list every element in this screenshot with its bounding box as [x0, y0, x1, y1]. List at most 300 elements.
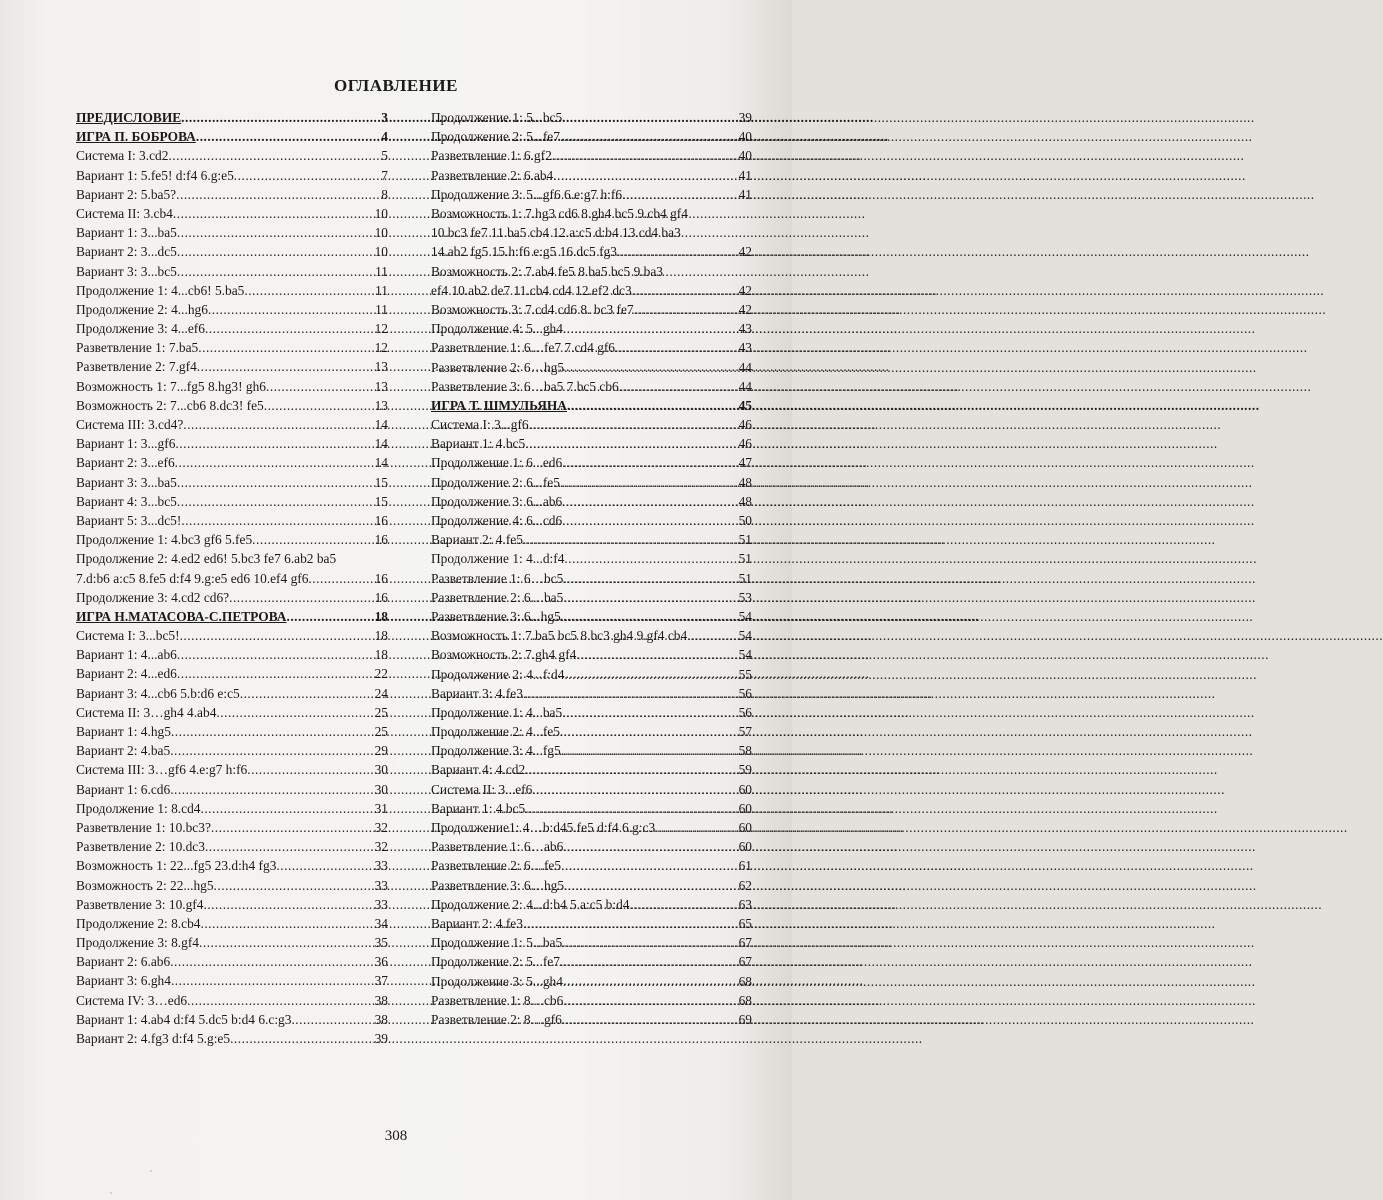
- toc-leader-dots: [622, 185, 739, 204]
- toc-entry: [76, 780, 388, 799]
- toc-leader-dots: [576, 645, 738, 664]
- toc-entry: [431, 856, 752, 875]
- toc-entry-label: Вариант 4: 4.cd2: [431, 762, 526, 778]
- toc-leader-dots: [523, 914, 739, 933]
- toc-page-ref: 15: [374, 493, 388, 509]
- toc-leader-dots: [173, 204, 375, 223]
- toc-entry: [76, 952, 388, 971]
- toc-leader-dots: [560, 473, 739, 492]
- toc-entry: [76, 338, 388, 357]
- toc-entry: [431, 358, 752, 377]
- toc-entry: [431, 818, 752, 837]
- toc-page-ref: 54: [738, 628, 752, 644]
- toc-entry: [431, 146, 752, 165]
- toc-leader-dots: [211, 818, 375, 837]
- toc-left-column: [76, 108, 388, 1048]
- toc-entry-label: Возможность 2: 7...cb6 8.dc3! fe5: [76, 397, 264, 413]
- toc-page-ref: 60: [738, 839, 752, 855]
- toc-leader-dots: [264, 396, 375, 415]
- toc-entry-label: Разветвление 2: 10.dc3: [76, 839, 205, 855]
- toc-leader-dots: [560, 952, 739, 971]
- toc-entry-multiline: [431, 204, 752, 262]
- toc-entry-label: Продолжение 1: 5...ba5: [431, 935, 563, 951]
- toc-entry-label: Продолжение 4: 5...gh4: [431, 321, 563, 337]
- toc-leader-dots: [171, 722, 375, 741]
- toc-entry: [431, 319, 752, 338]
- toc-leader-dots: [229, 588, 375, 607]
- toc-entry: [431, 914, 752, 933]
- toc-entry-label: Вариант 1: 4.ab4 d:f4 5.dc5 b:d4 6.c:g3: [76, 1011, 292, 1027]
- toc-entry-label: Вариант 1: 3...ba5: [76, 225, 177, 241]
- toc-leader-dots: [561, 607, 739, 626]
- toc-leader-dots: [655, 818, 738, 837]
- toc-entry-label: ИГРА Н.МАТАСОВА-С.ПЕТРОВА: [76, 608, 287, 624]
- toc-leader-dots: [562, 108, 738, 127]
- toc-leader-dots: [562, 453, 738, 472]
- toc-leader-dots: [199, 933, 375, 952]
- toc-page-ref: 60: [738, 820, 752, 836]
- toc-entry: [431, 972, 752, 991]
- toc-entry: [431, 588, 752, 607]
- toc-entry: [431, 607, 752, 626]
- toc-entry: [76, 434, 388, 453]
- toc-entry-label: Продолжение1: 4…b:d45.fe5 d:f4 6.g:c3: [431, 820, 656, 836]
- toc-leader-dots: [170, 952, 374, 971]
- toc-entry-label: Система IV: 3…ed6: [76, 992, 188, 1008]
- toc-entry-label: Разветвление 2: 8…gf6: [431, 1011, 562, 1027]
- toc-page-ref: 3: [381, 110, 388, 125]
- toc-page-ref: 46: [738, 436, 752, 452]
- toc-entry: [431, 511, 752, 530]
- toc-entry: [431, 645, 752, 664]
- toc-entry: [76, 971, 388, 990]
- toc-page-ref: 40: [738, 129, 752, 145]
- toc-entry-label: Продолжение 1: 4...ba5: [431, 704, 563, 720]
- toc-leader-dots: [615, 338, 739, 357]
- toc-entry-label: Продолжение 2: 4...hg6: [76, 301, 208, 317]
- toc-entry-label: Разветвление 3: 6…ba5 7.bc5 cb6: [431, 378, 619, 394]
- toc-page-ref: 11: [375, 301, 388, 317]
- toc-entry-label: Вариант 2: 4.fe3: [431, 915, 523, 931]
- toc-leader-dots: [553, 166, 738, 185]
- toc-page-ref: 7: [381, 167, 388, 183]
- toc-page-ref: 44: [738, 378, 752, 394]
- toc-page-ref: 43: [738, 321, 752, 337]
- toc-entry: [431, 473, 752, 492]
- toc-entry-label: Продолжение 3: 5...gf6 6.e:g7 h:f6: [431, 186, 623, 202]
- toc-entry: [76, 453, 388, 472]
- toc-entry-label: Разветвление 1: 6…fe7 7.cd4 gf6: [431, 340, 615, 356]
- toc-page-ref: 60: [738, 800, 752, 816]
- toc-leader-dots: [567, 396, 739, 415]
- toc-entry: [76, 933, 388, 952]
- toc-page-ref: 10: [374, 244, 388, 260]
- toc-page-ref: 68: [738, 973, 752, 989]
- toc-leader-dots: [203, 895, 374, 914]
- toc-page-ref: 51: [738, 570, 752, 586]
- toc-entry: [76, 588, 388, 607]
- toc-page-ref: 41: [738, 186, 752, 202]
- toc-leader-dots: [523, 684, 739, 703]
- dust-speck: [110, 1192, 112, 1194]
- toc-entry-label: Продолжение 3: 4...fg5: [431, 743, 561, 759]
- toc-entry-label: Продолжение 3: 5...gh4: [431, 973, 563, 989]
- toc-entry: [431, 933, 752, 952]
- toc-page-ref: 13: [374, 359, 388, 375]
- toc-leader-dots: [181, 108, 381, 127]
- toc-entry-label: Продолжение 4: 6...cd6: [431, 513, 563, 529]
- toc-entry: [76, 415, 388, 434]
- toc-entry: [431, 760, 752, 779]
- toc-entry-label: Вариант 1: 3...gf6: [76, 436, 176, 452]
- toc-entry: [76, 722, 388, 741]
- toc-entry-multiline: [431, 262, 752, 300]
- toc-leader-dots: [181, 511, 374, 530]
- toc-entry: [431, 569, 752, 588]
- toc-entry-label: Вариант 5: 3...dc5!: [76, 512, 182, 528]
- toc-page-ref: 4: [381, 129, 388, 145]
- toc-leader-dots: [205, 837, 375, 856]
- toc-leader-dots: [630, 895, 739, 914]
- toc-page-ref: 56: [738, 685, 752, 701]
- toc-leader-dots: [208, 300, 375, 319]
- toc-leader-dots: [564, 358, 739, 377]
- toc-entry-label: Вариант 2: 5.ba5?: [76, 186, 177, 202]
- toc-page-ref: 33: [374, 858, 388, 874]
- toc-entry: [431, 415, 752, 434]
- toc-leader-dots: [562, 933, 738, 952]
- toc-page-ref: 38: [374, 1011, 388, 1027]
- toc-leader-dots: [180, 626, 375, 645]
- toc-entry-label: Разветвление 3: 6…hg5: [431, 877, 565, 893]
- toc-leader-dots: [563, 991, 738, 1010]
- toc-entry: [431, 127, 752, 146]
- toc-entry: [76, 895, 388, 914]
- toc-entry-label: Продолжение 1: 5...bc5: [431, 110, 563, 125]
- toc-entry: [431, 108, 752, 127]
- toc-entry-label: ИГРА Т. ШМУЛЬЯНА: [431, 397, 567, 413]
- toc-entry: [76, 856, 388, 875]
- toc-entry: [431, 185, 752, 204]
- toc-leader-dots: [252, 530, 374, 549]
- toc-leader-dots: [561, 741, 739, 760]
- toc-leader-dots: [170, 741, 374, 760]
- toc-page-ref: 5: [381, 148, 388, 164]
- toc-entry-label: Возможность 2: 22...hg5: [76, 877, 214, 893]
- toc-page-ref: 38: [374, 992, 388, 1008]
- toc-page-ref: 13: [374, 378, 388, 394]
- toc-entry-label: Вариант 3: 3...ba5: [76, 474, 177, 490]
- toc-page-ref: 30: [374, 762, 388, 778]
- toc-leader-dots: [240, 684, 375, 703]
- toc-entry-label: Продолжение 3: 6...ab6: [431, 493, 563, 509]
- toc-leader-dots: [564, 876, 739, 895]
- toc-page-ref: 33: [374, 896, 388, 912]
- toc-entry-label: Разветвление 1: 10.bc3?: [76, 819, 211, 835]
- toc-entry-label: ПРЕДИСЛОВИЕ: [76, 110, 182, 125]
- toc-page-ref: 67: [738, 935, 752, 951]
- toc-entry-label: Вариант 1: 4...ab6: [76, 647, 177, 663]
- toc-entry-label: Система III: 3…gf6 4.e:g7 h:f6: [76, 762, 248, 778]
- toc-leader-dots: [230, 1029, 375, 1048]
- toc-leader-dots: [308, 569, 374, 588]
- toc-entry-label: Продолжение 2: 6...fe5: [431, 474, 560, 490]
- toc-entry-label: Вариант 4: 3...bc5: [76, 493, 177, 509]
- toc-entry-label: Вариант 3: 4...cb6 5.b:d6 e:c5: [76, 685, 240, 701]
- toc-page-ref: 15: [374, 474, 388, 490]
- toc-entry-label: Возможность 1: 7...fg5 8.hg3! gh6: [76, 378, 266, 394]
- toc-page-ref: 12: [374, 340, 388, 356]
- toc-entry: [76, 242, 388, 261]
- toc-entry: [76, 991, 388, 1010]
- toc-entry-label: Вариант 2: 4.fe5: [431, 532, 523, 548]
- toc-leader-dots: [216, 703, 374, 722]
- toc-leader-dots: [177, 473, 375, 492]
- toc-entry-label: Продолжение 2: 5...fe7: [431, 954, 560, 970]
- toc-leader-dots: [563, 319, 739, 338]
- toc-entry: [431, 1010, 752, 1029]
- toc-leader-dots: [562, 511, 738, 530]
- toc-entry: [431, 684, 752, 703]
- toc-leader-dots: [286, 607, 374, 626]
- toc-leader-dots: [187, 991, 374, 1010]
- toc-entry-label: 14.ab2 fg5 15.h:f6 e:g5 16.dc5 fg3: [431, 244, 617, 260]
- toc-entry-label: Вариант 1: 4.bc5: [431, 800, 526, 816]
- toc-entry: [431, 741, 752, 760]
- toc-leader-dots: [200, 799, 374, 818]
- toc-entry: [431, 492, 752, 511]
- toc-entry: [76, 204, 388, 223]
- toc-entry: [431, 338, 752, 357]
- toc-leader-dots: [561, 856, 739, 875]
- toc-leader-dots: [563, 569, 738, 588]
- toc-entry-label: Продолжение 2: 4...f:d4: [431, 666, 565, 682]
- toc-entry-label: Вариант 2: 4.fg3 d:f4 5.g:e5: [76, 1031, 231, 1047]
- toc-entry: [76, 185, 388, 204]
- toc-entry-label: Система II: 3.cb4: [76, 205, 173, 221]
- toc-entry-label: Разветвление 2: 6.ab4: [431, 167, 554, 183]
- toc-leader-dots: [291, 1010, 374, 1029]
- toc-page-ref: 39: [738, 110, 752, 125]
- toc-entry-label: Система I: 3...gf6: [431, 417, 529, 433]
- toc-section-heading: [76, 127, 388, 146]
- toc-page-ref: 35: [374, 935, 388, 951]
- toc-entry: [76, 223, 388, 242]
- toc-entry: [76, 664, 388, 683]
- toc-entry-label: Разветвление 3: 6...hg5: [431, 608, 561, 624]
- toc-entry-label: ИГРА П. БОБРОВА: [76, 129, 196, 145]
- toc-leader-dots: [266, 377, 375, 396]
- toc-leader-dots: [525, 799, 738, 818]
- toc-entry: [76, 357, 388, 376]
- toc-leader-dots: [532, 780, 738, 799]
- toc-entry: [431, 377, 752, 396]
- toc-entry-label: Вариант 2: 3...dc5: [76, 244, 177, 260]
- toc-entry-label: Вариант 3: 4.fe3: [431, 685, 523, 701]
- toc-leader-dots: [171, 971, 375, 990]
- toc-page-ref: 18: [374, 628, 388, 644]
- toc-leader-dots: [552, 146, 739, 165]
- toc-leader-dots: [562, 703, 738, 722]
- toc-entry-label: Разветвление 1: 6…bc5: [431, 570, 564, 586]
- toc-leader-dots: [634, 300, 739, 319]
- toc-leader-dots: [562, 1010, 739, 1029]
- toc-page-ref: 33: [374, 877, 388, 893]
- toc-entry-label: Система II: 3...ef6: [431, 781, 533, 797]
- toc-page-ref: 48: [738, 493, 752, 509]
- toc-page-ref: 45: [738, 397, 752, 413]
- toc-entry-label: Вариант 3: 6.gh4: [76, 973, 171, 989]
- toc-entry: [76, 837, 388, 856]
- toc-leader-dots: [563, 588, 738, 607]
- toc-entry: [431, 722, 752, 741]
- toc-entry-label: Возможность 1: 7.ba5 bc5 8.bc3 gh4 9.gf4 cb4.: [431, 628, 691, 644]
- toc-page-ref: 68: [738, 992, 752, 1008]
- toc-leader-dots: [564, 665, 738, 684]
- toc-entry-label: ef4 10.ab2 de7 11.cb4 cd4 12.ef2 dc3: [431, 282, 632, 298]
- toc-leader-dots: [170, 780, 374, 799]
- toc-entry-label: Продолжение 3: 4...ef6: [76, 321, 205, 337]
- toc-page-ref: 61: [738, 858, 752, 874]
- toc-page-ref: 60: [738, 781, 752, 797]
- toc-leader-dots: [523, 530, 739, 549]
- toc-leader-dots: [214, 876, 375, 895]
- toc-entry: [76, 262, 388, 281]
- toc-entry-label: Продолжение 1: 4...d:f4: [431, 551, 565, 567]
- toc-leader-dots: [200, 914, 374, 933]
- toc-leader-dots: [177, 242, 375, 261]
- toc-right-column: [431, 108, 752, 1029]
- toc-entry-label: Вариант 1: 4.bc5: [431, 436, 526, 452]
- toc-page-ref: 55: [738, 666, 752, 682]
- toc-leader-dots: [175, 453, 375, 472]
- toc-leader-dots: [205, 319, 375, 338]
- toc-entry-label: Вариант 2: 6.ab6: [76, 954, 171, 970]
- toc-entry: [76, 684, 388, 703]
- toc-page-ref: 12: [374, 321, 388, 337]
- toc-page-ref: 65: [738, 915, 752, 931]
- toc-leader-dots: [168, 146, 381, 165]
- toc-page-ref: 22: [374, 666, 388, 682]
- toc-entry-label: Вариант 1: 5.fe5! d:f4 6.g:e5: [76, 167, 234, 183]
- toc-page-ref: 57: [738, 724, 752, 740]
- toc-page-ref: 30: [374, 781, 388, 797]
- toc-entry-label: Продолжение 2: 4...fe5: [431, 724, 560, 740]
- toc-entry: [76, 511, 388, 530]
- toc-page-ref: 62: [738, 877, 752, 893]
- toc-leader-dots: [244, 281, 375, 300]
- toc-page-ref: 29: [374, 743, 388, 759]
- toc-page-ref: 37: [374, 973, 388, 989]
- toc-entry: [431, 952, 752, 971]
- toc-entry: [431, 453, 752, 472]
- toc-entry: [76, 703, 388, 722]
- toc-leader-dots: [247, 760, 374, 779]
- toc-entry: [431, 434, 752, 453]
- toc-entry-label: Продолжение 1: 6...ed6: [431, 455, 563, 471]
- toc-entry-label: Разветвление 2: 6…ba5: [431, 589, 564, 605]
- toc-page-ref: 47: [738, 455, 752, 471]
- toc-entry: [431, 549, 752, 568]
- toc-leader-dots: [563, 837, 738, 856]
- toc-title: ОГЛАВЛЕНИЕ: [334, 76, 458, 95]
- toc-entry: [76, 319, 388, 338]
- toc-leader-dots: [563, 972, 739, 991]
- toc-entry-label: Разветвление 1: 6…ab6: [431, 839, 564, 855]
- toc-entry: [431, 665, 752, 684]
- toc-entry: [431, 799, 752, 818]
- toc-entry: [431, 300, 752, 319]
- toc-entry-label: Продолжение 2: 8.cb4: [76, 915, 201, 931]
- toc-page-ref: 32: [374, 819, 388, 835]
- toc-page-ref: 69: [738, 1011, 752, 1027]
- toc-leader-dots: [176, 185, 381, 204]
- toc-entry-label: Вариант 1: 6.cd6: [76, 781, 171, 797]
- toc-entry: [76, 760, 388, 779]
- toc-page-ref: 58: [738, 743, 752, 759]
- toc-entry: [76, 300, 388, 319]
- toc-entry-line: Возможность 1: 7.hg3 cd6 8.gh4 bc5 9.cb4 gf4: [431, 205, 688, 221]
- toc-entry-label: Разветвление 3: 10.gf4: [76, 896, 204, 912]
- toc-page-ref: 34: [374, 915, 388, 931]
- toc-section-heading: [431, 396, 752, 415]
- toc-entry: [431, 530, 752, 549]
- toc-page-ref: 11: [375, 282, 388, 298]
- toc-page-ref: 8: [381, 186, 388, 202]
- toc-entry-label: Вариант 1: 4.hg5: [76, 724, 171, 740]
- toc-page-ref: 18: [374, 608, 388, 624]
- toc-page-ref: 25: [374, 724, 388, 740]
- toc-page-ref: 42: [738, 301, 752, 317]
- toc-entry-line: [431, 242, 752, 261]
- toc-leader-dots: [632, 281, 739, 300]
- toc-leader-dots: [525, 760, 738, 779]
- toc-leader-dots: [177, 492, 375, 511]
- toc-entry: [431, 166, 752, 185]
- toc-page-ref: 51: [738, 532, 752, 548]
- toc-entry-label: Продолжение 1: 4...cb6! 5.ba5: [76, 282, 245, 298]
- toc-entry: [431, 837, 752, 856]
- toc-page-ref: 10: [374, 225, 388, 241]
- toc-page-ref: 42: [738, 244, 752, 260]
- toc-leader-dots: [529, 415, 739, 434]
- toc-leader-dots: [177, 262, 375, 281]
- toc-entry: [431, 876, 752, 895]
- page-number: 308: [384, 1128, 408, 1144]
- toc-section-heading: [76, 607, 388, 626]
- toc-entry: [76, 818, 388, 837]
- toc-entry: [431, 703, 752, 722]
- toc-entry-line: [431, 281, 752, 300]
- toc-entry-label: Продолжение 1: 8.cd4: [76, 800, 201, 816]
- toc-entry: [76, 377, 388, 396]
- toc-page-ref: 59: [738, 762, 752, 778]
- toc-entry-label: Возможность 3: 7.cd4 cd6 8. bc3 fe7: [431, 301, 634, 317]
- toc-leader-dots: [560, 722, 739, 741]
- toc-page-ref: 48: [738, 474, 752, 490]
- toc-entry: [76, 166, 388, 185]
- toc-entry-label: Продолжение 3: 8.gf4: [76, 935, 199, 951]
- toc-entry-label: 7.d:b6 a:c5 8.fe5 d:f4 9.g:e5 ed6 10.ef4 gf6: [76, 570, 309, 586]
- toc-entry: [76, 914, 388, 933]
- toc-page-ref: 51: [738, 551, 752, 567]
- toc-page-ref: 18: [374, 647, 388, 663]
- toc-entry-label: Продолжение 3: 4.cd2 cd6?: [76, 589, 230, 605]
- toc-entry-label: Продолжение 1: 4.bc3 gf6 5.fe5: [76, 532, 253, 548]
- toc-entry: [76, 473, 388, 492]
- toc-entry: [76, 146, 388, 165]
- toc-leader-dots: [175, 434, 374, 453]
